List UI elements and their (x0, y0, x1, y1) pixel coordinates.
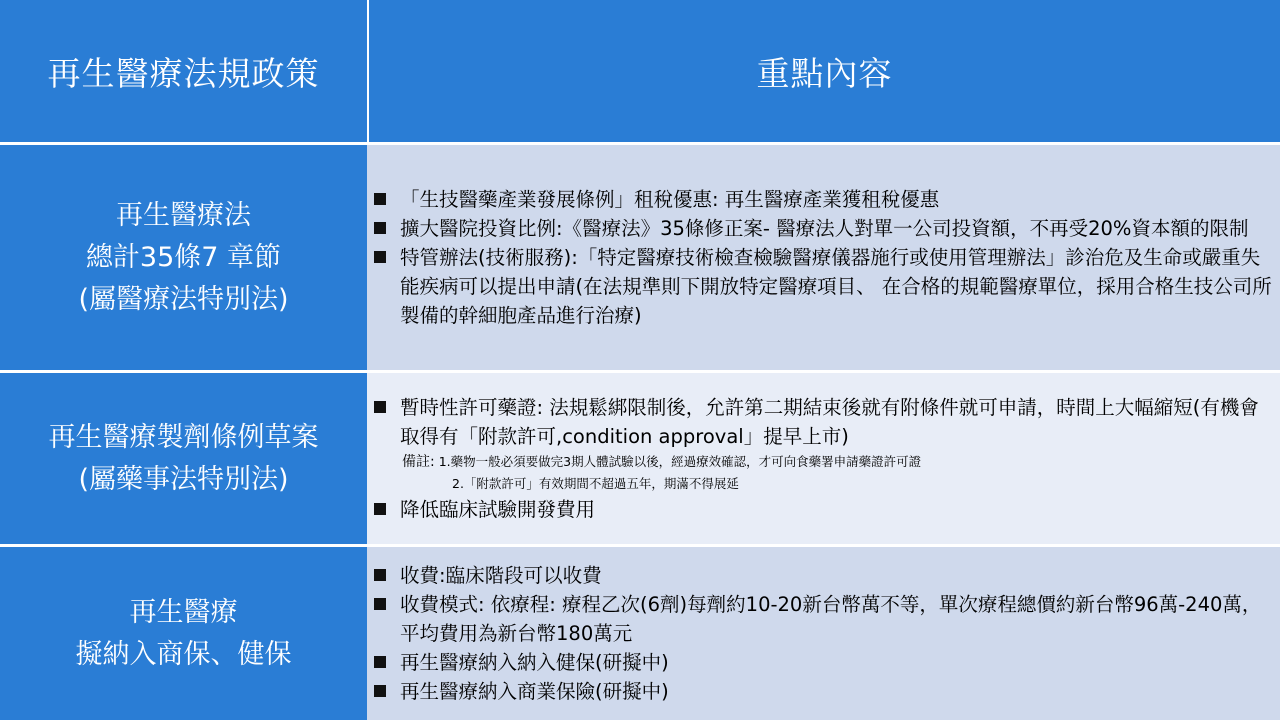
bullet-text: 「生技醫藥產業發展條例」租稅優惠: 再生醫療產業獲租稅優惠 (400, 188, 940, 211)
bullet-text: 再生醫療納入納入健保(研擬中) (400, 651, 669, 674)
square-bullet-icon (374, 569, 386, 581)
note-text: 1.藥物一般必須要做完3期人體試驗以後，經過療效確認，才可向食藥署申請藥證許可證 (438, 454, 922, 469)
row-label-line: 再生醫療製劑條例草案 (48, 421, 319, 453)
note-line (372, 473, 1274, 495)
square-bullet-icon (374, 685, 386, 697)
header-right-cell (369, 0, 1280, 142)
square-bullet-icon (374, 193, 386, 205)
square-bullet-icon (374, 222, 386, 234)
bullet-text: 再生醫療納入商業保險(研擬中) (400, 680, 669, 703)
bullet-text: 擴大醫院投資比例:《醫療法》35條修正案- 醫療法人對單一公司投資額，不再受20%資本額的限制 (400, 217, 1249, 240)
header-right-title: 重點內容 (756, 53, 893, 93)
row-label-line: 再生醫療法 (116, 199, 251, 231)
note-text: 2.「附款許可」有效期間不超過五年，期滿不得展延 (452, 476, 739, 491)
bullet-text: 暫時性許可藥證: 法規鬆綁限制後，允許第二期結束後就有附條件就可申請，時間上大幅縮短(有機會取得有「附款許可,condition approval」提早上市) (400, 396, 1259, 448)
row-2-label-cell (0, 373, 367, 544)
list-item (372, 214, 1274, 243)
note-line (372, 451, 1274, 473)
bullet-text: 降低臨床試驗開發費用 (400, 498, 596, 521)
square-bullet-icon (374, 656, 386, 668)
row-label-line: 總計35條7 章節 (85, 241, 282, 273)
bullet-text: 收費模式: 依療程: 療程乙次(6劑)每劑約10-20新台幣萬不等，單次療程總價約新台幣96萬-240萬，平均費用為新台幣180萬元 (400, 593, 1262, 645)
list-item (372, 648, 1274, 677)
list-item (372, 393, 1274, 451)
square-bullet-icon (374, 598, 386, 610)
header-left-cell (0, 0, 367, 142)
list-item (372, 561, 1274, 590)
list-item (372, 495, 1274, 524)
list-item (372, 677, 1274, 706)
row-1-label-cell (0, 145, 367, 370)
list-item (372, 185, 1274, 214)
square-bullet-icon (374, 251, 386, 263)
list-item (372, 590, 1274, 648)
row-label-line: (屬藥事法特別法) (78, 463, 289, 495)
row-3-label-cell (0, 547, 367, 720)
bullet-text: 特管辦法(技術服務):「特定醫療技術檢查檢驗醫療儀器施行或使用管理辦法」診治危及生命或嚴重失能疾病可以提出申請(在法規準則下開放特定醫療項目、 在合格的規範醫療單位，採用合格生技公司所製備的幹細胞產品進行治療) (400, 246, 1272, 327)
bullet-text: 收費:臨床階段可以收費 (400, 564, 602, 587)
note-label: 備註: (402, 454, 435, 470)
header-left-title: 再生醫療法規政策 (47, 53, 320, 93)
row-label-line: (屬醫療法特別法) (78, 283, 289, 315)
row-label-line: 擬納入商保、健保 (75, 638, 292, 670)
list-item (372, 243, 1274, 330)
row-label-line: 再生醫療 (129, 596, 238, 628)
square-bullet-icon (374, 503, 386, 515)
square-bullet-icon (374, 401, 386, 413)
